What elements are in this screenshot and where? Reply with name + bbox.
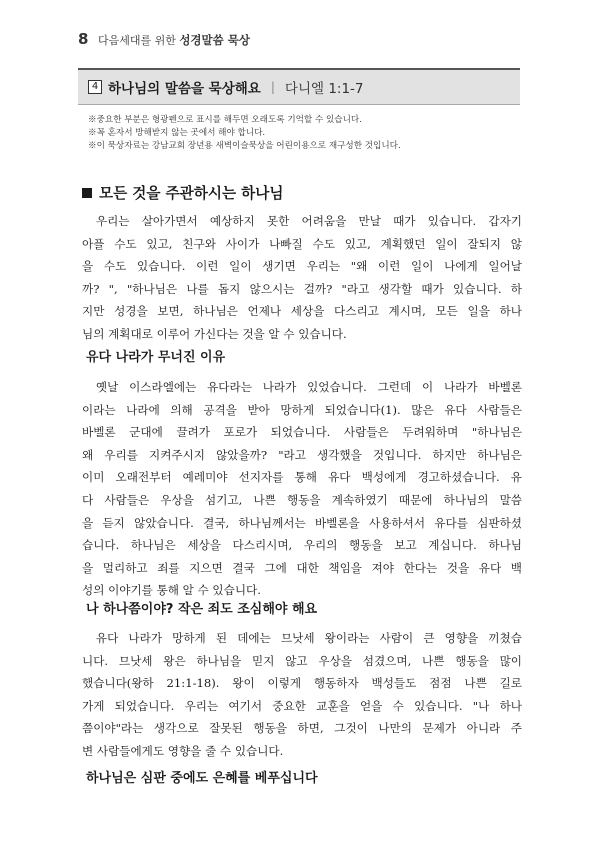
text-line: 유다 나라가 망하게 된 데에는 므낫세 왕이라는 사람이 큰 영향을 끼쳤습 bbox=[95, 631, 522, 645]
text-line: 을 수도 있습니다. 이런 일이 생기면 우리는 "왜 이런 일이 나에게 일어날 bbox=[82, 259, 522, 274]
running-header bbox=[78, 30, 250, 48]
subheading-small-sins: 나 하나쯤이야? 작은 죄도 조심해야 해요 bbox=[86, 602, 318, 617]
note-item: ※꼭 혼자서 방해받지 않는 곳에서 해야 합니다. bbox=[88, 128, 266, 138]
section-heading bbox=[82, 182, 283, 203]
text-line: 했습니다(왕하 21:1-18). 왕이 이렇게 행동하자 백성들도 점점 나쁜 길로 bbox=[82, 676, 522, 691]
guidance-notes bbox=[88, 114, 401, 153]
text-line: 이미 오래전부터 예레미야 선지자를 통해 유다 백성에게 경고하셨습니다. 유 bbox=[82, 470, 522, 485]
text-line: 쯤이야"라는 생각으로 잘못된 행동을 하면, 그것이 나만의 문제가 아니라 주 bbox=[82, 721, 522, 736]
square-bullet-icon bbox=[82, 188, 92, 198]
text-line: 을 멀리하고 죄를 지으면 결국 그에 대한 책임을 져야 한다는 것을 유다 백 bbox=[82, 560, 522, 575]
text-line: 옛날 이스라엘에는 유다라는 나라가 있었습니다. 그런데 이 나라가 바벨론 bbox=[95, 380, 522, 394]
topic-separator: | bbox=[270, 80, 275, 94]
text-line: 님의 계획대로 이루어 가신다는 것을 알 수 있습니다. bbox=[82, 326, 347, 341]
topic-number-badge: 4 bbox=[88, 80, 102, 94]
note-item: ※중요한 부분은 형광펜으로 표시를 해두면 오래도록 기억할 수 있습니다. bbox=[88, 115, 362, 125]
note-item: ※이 묵상자료는 강남교회 장년용 새벽이슬묵상을 어린이용으로 재구성한 것입니다. bbox=[88, 141, 401, 151]
subheading-grace-in-judgment: 하나님은 심판 중에도 은혜를 베푸십니다 bbox=[86, 771, 318, 786]
topic-banner bbox=[78, 68, 520, 105]
text-line: 지만 성경을 보면, 하나님은 언제나 세상을 다스리고 계시며, 모든 일을 하나 bbox=[82, 304, 522, 319]
fall-of-judah-paragraph bbox=[82, 376, 522, 602]
text-line: 을 듣지 않았습니다. 결국, 하나님께서는 바벨론을 사용하셔서 유다를 심판하셨 bbox=[82, 515, 522, 530]
text-line: 다 사람들은 우상을 섬기고, 나쁜 행동을 계속하였기 때문에 하나님의 말씀 bbox=[82, 492, 522, 507]
page-number: 8 bbox=[78, 30, 89, 48]
scripture-reference: 다니엘 1:1-7 bbox=[284, 81, 364, 97]
text-line: 까? ", "하나님은 나를 돕지 않으시는 걸까? "라고 생각할 때가 있습니다. 하 bbox=[82, 281, 522, 296]
subheading-fall-of-judah: 유다 나라가 무너진 이유 bbox=[86, 350, 226, 365]
book-title: 성경말씀 묵상 bbox=[179, 33, 250, 47]
series-name: 다음세대를 위한 bbox=[97, 34, 176, 47]
topic-title: 하나님의 말씀을 묵상해요 bbox=[108, 81, 261, 97]
text-line: 가게 되었습니다. 우리는 여기서 중요한 교훈을 얻을 수 있습니다. "나 하나 bbox=[82, 698, 522, 713]
text-line: 왜 우리를 지켜주시지 않았을까? "라고 생각했을 것입니다. 하지만 하나님은 bbox=[82, 447, 522, 462]
text-line: 우리는 살아가면서 예상하지 못한 어려움을 만날 때가 있습니다. 갑자기 bbox=[95, 214, 522, 228]
text-line: 바벨론 군대에 끌려가 포로가 되었습니다. 사람들은 두려워하며 "하나님은 bbox=[82, 425, 522, 440]
text-line: 이라는 나라에 의해 공격을 받아 망하게 되었습니다(1). 많은 유다 사람들은 bbox=[82, 402, 522, 417]
small-sins-paragraph bbox=[82, 627, 522, 763]
text-line: 니다. 므낫세 왕은 하나님을 믿지 않고 우상을 섬겼으며, 나쁜 행동을 많이 bbox=[82, 653, 522, 668]
text-line: 변 사람들에게도 영향을 줄 수 있습니다. bbox=[82, 743, 284, 758]
text-line: 성의 이야기를 통해 알 수 있습니다. bbox=[82, 583, 261, 598]
text-line: 아플 수도 있고, 친구와 사이가 나빠질 수도 있고, 계획했던 일이 잘되지 않 bbox=[82, 236, 522, 251]
text-line: 습니다. 하나님은 세상을 다스리시며, 우리의 행동을 보고 계십니다. 하나님 bbox=[82, 538, 522, 553]
section-title: 모든 것을 주관하시는 하나님 bbox=[99, 185, 284, 202]
intro-paragraph bbox=[82, 210, 522, 346]
